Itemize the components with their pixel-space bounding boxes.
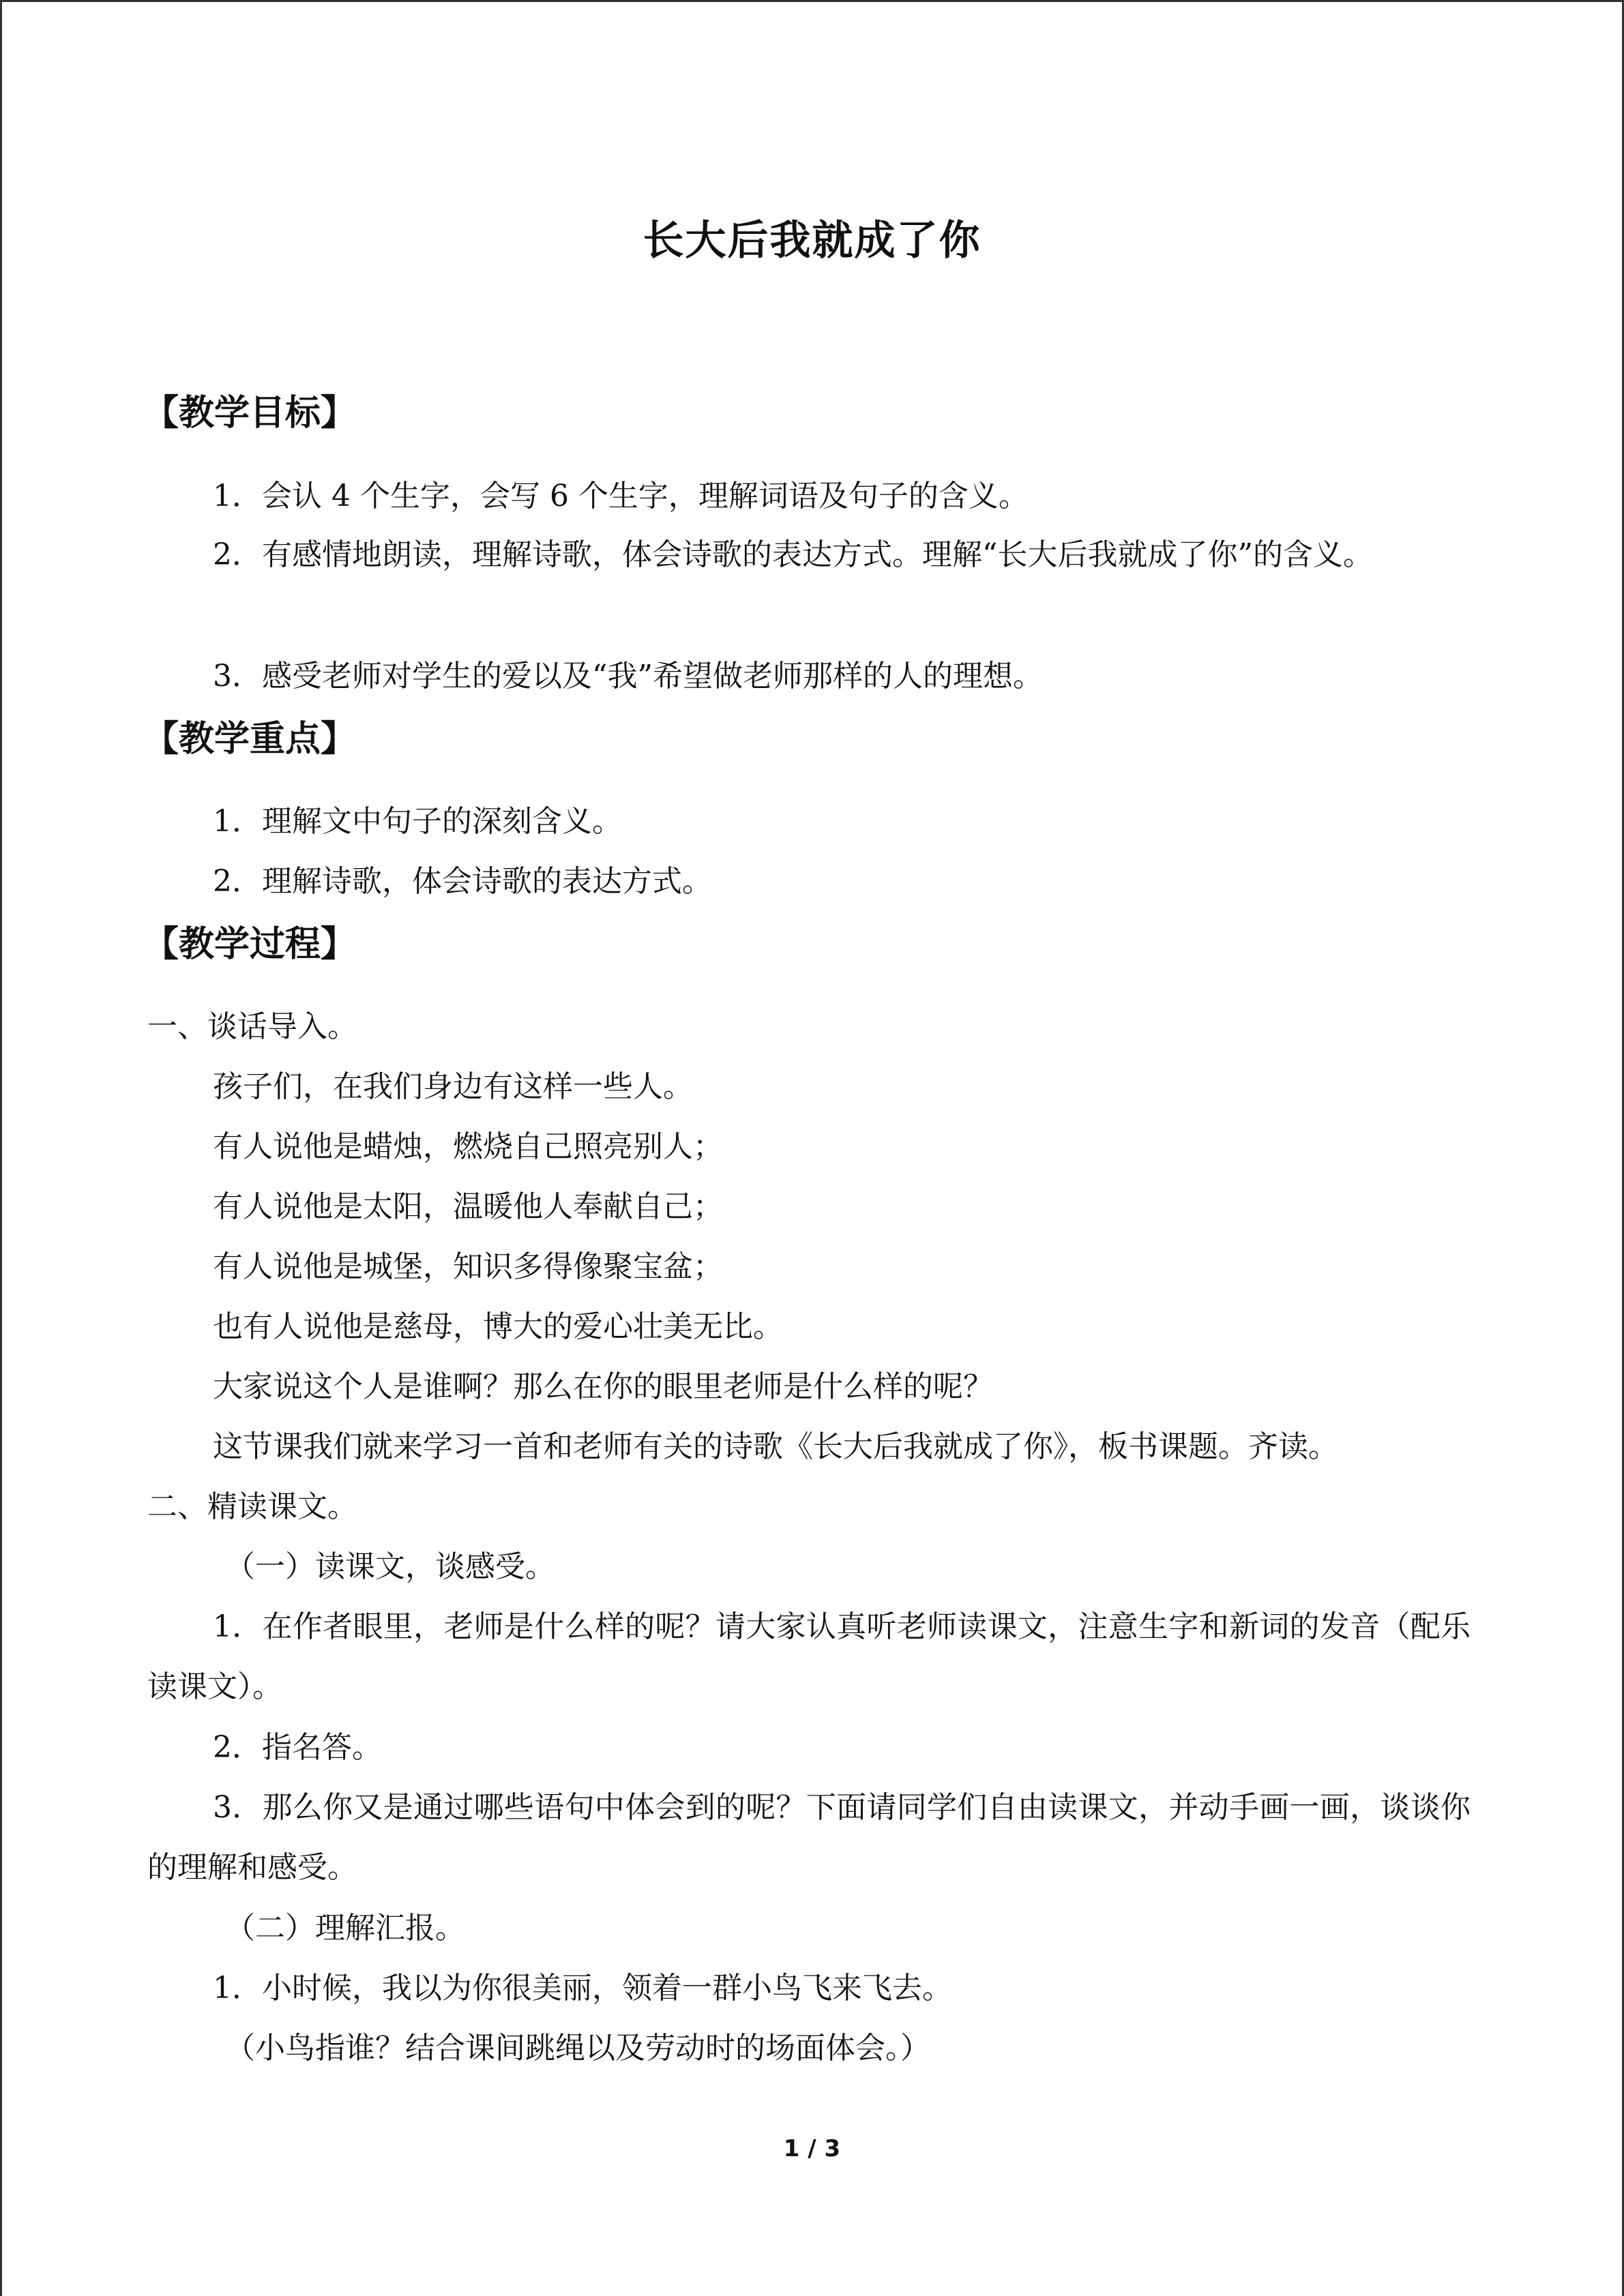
intro-line-4: 有人说他是城堡，知识多得像聚宝盆； (213, 1249, 723, 1284)
objectives-heading: 【教学目标】 (143, 393, 357, 434)
part-1-item-3: 3．那么你又是通过哪些语句中体会到的呢？下面请同学们自由读课文，并动手画一画，谈谈你的理解和感受。 (147, 1790, 1471, 1885)
page-number: 1 / 3 (783, 2135, 841, 2162)
intro-line-7: 这节课我们就来学习一首和老师有关的诗歌《长大后我就成了你》，板书课题。齐读。 (213, 1429, 1338, 1464)
document-title: 长大后我就成了你 (643, 217, 981, 265)
part-1-item-2: 2．指名答。 (213, 1730, 382, 1765)
section-2-title: 二、精读课文。 (147, 1489, 357, 1524)
part-2-item-1: 1．小时候，我以为你很美丽，领着一群小鸟飞来飞去。 (213, 1971, 952, 2006)
objective-item-2: 2．有感情地朗读，理解诗歌，体会诗歌的表达方式。理解“长大后我就成了你”的含义。 (213, 537, 1373, 572)
process-heading: 【教学过程】 (143, 924, 357, 965)
objective-item-1: 1．会认 4 个生字，会写 6 个生字，理解词语及句子的含义。 (213, 479, 1029, 513)
key-point-item-1: 1．理解文中句子的深刻含义。 (213, 804, 622, 839)
part-2-item-2: （小鸟指谁？结合课间跳绳以及劳动时的场面体会。） (225, 2031, 930, 2066)
intro-line-5: 也有人说他是慈母，博大的爱心壮美无比。 (213, 1309, 783, 1344)
intro-line-1: 孩子们，在我们身边有这样一些人。 (213, 1069, 693, 1104)
intro-line-3: 有人说他是太阳，温暖他人奉献自己； (213, 1189, 723, 1224)
section-1-title: 一、谈话导入。 (147, 1009, 357, 1044)
intro-line-6: 大家说这个人是谁啊？那么在你的眼里老师是什么样的呢？ (213, 1369, 993, 1404)
intro-line-2: 有人说他是蜡烛，燃烧自己照亮别人； (213, 1129, 723, 1164)
part-1-item-1: 1．在作者眼里，老师是什么样的呢？请大家认真听老师读课文，注意生字和新词的发音（配乐读课文）。 (147, 1609, 1471, 1704)
objective-item-3: 3．感受老师对学生的爱以及“我”希望做老师那样的人的理想。 (213, 659, 1043, 694)
part-2-title: （二）理解汇报。 (225, 1911, 465, 1945)
key-points-heading: 【教学重点】 (143, 719, 357, 760)
key-point-item-2: 2．理解诗歌，体会诗歌的表达方式。 (213, 864, 712, 899)
part-1-title: （一）读课文，谈感受。 (225, 1549, 555, 1584)
